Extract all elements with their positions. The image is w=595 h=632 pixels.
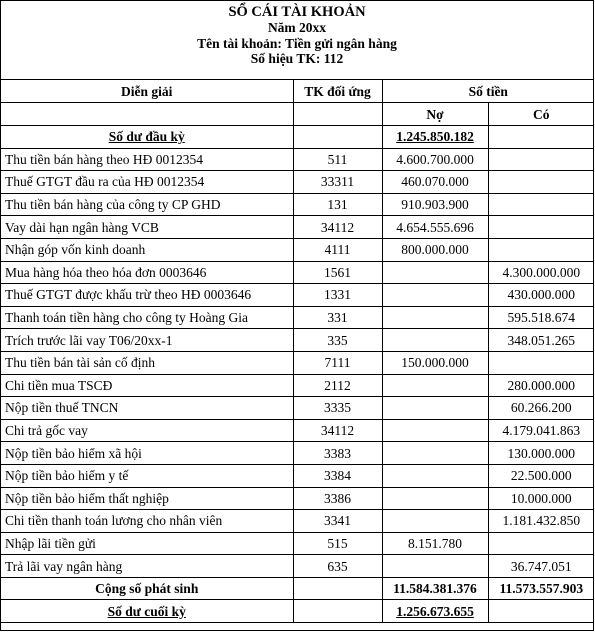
row-credit: [488, 532, 594, 555]
table-row: [1, 464, 594, 487]
subheader-empty-desc: [1, 103, 293, 126]
header-tk-doi-ung: TK đối ứng: [293, 80, 382, 103]
row-debit: [382, 306, 488, 329]
row-credit: [488, 193, 594, 216]
row-credit: [488, 216, 594, 239]
total-row: [1, 577, 594, 600]
row-credit: [488, 171, 594, 194]
row-debit: [382, 284, 488, 307]
total-acct: [293, 577, 382, 600]
row-description: Nộp tiền bảo hiểm y tế: [1, 464, 293, 487]
row-description: Chi tiền thanh toán lương cho nhân viên: [1, 510, 293, 533]
ledger-title: SỔ CÁI TÀI KHOẢN: [228, 4, 366, 20]
table-row: [1, 193, 594, 216]
row-description: Nộp tiền bảo hiểm thất nghiệp: [1, 487, 293, 510]
row-account: 33311: [293, 171, 382, 194]
row-account: 635: [293, 555, 382, 578]
row-debit: [382, 397, 488, 420]
row-description: Chi tiền mua TSCĐ: [1, 374, 293, 397]
row-credit: 430.000.000: [488, 284, 594, 307]
total-debit: 11.584.381.376: [382, 577, 488, 600]
table-row: [1, 306, 594, 329]
row-debit: [382, 261, 488, 284]
row-credit: 595.518.674: [488, 306, 594, 329]
subheader-empty-acct: [293, 103, 382, 126]
row-credit: 10.000.000: [488, 487, 594, 510]
row-account: 34112: [293, 216, 382, 239]
row-description: Thanh toán tiền hàng cho công ty Hoàng Gia: [1, 306, 293, 329]
row-credit: [488, 238, 594, 261]
table-row: [1, 419, 594, 442]
row-account: 335: [293, 329, 382, 352]
row-debit: [382, 442, 488, 465]
row-account: 3383: [293, 442, 382, 465]
row-credit: 22.500.000: [488, 464, 594, 487]
table-row: [1, 374, 594, 397]
closing-balance-co: [488, 600, 594, 623]
row-description: Trả lãi vay ngân hàng: [1, 555, 293, 578]
row-debit: 460.070.000: [382, 171, 488, 194]
row-description: Thuế GTGT được khấu trừ theo HĐ 0003646: [1, 284, 293, 307]
row-credit: 1.181.432.850: [488, 510, 594, 533]
row-debit: 4.654.555.696: [382, 216, 488, 239]
table-row: [1, 487, 594, 510]
table-row: [1, 555, 594, 578]
row-credit: 280.000.000: [488, 374, 594, 397]
closing-balance-no: 1.256.673.655: [382, 600, 488, 623]
closing-balance-row: [1, 600, 594, 623]
row-description: Thu tiền bán tài sản cố định: [1, 351, 293, 374]
row-credit: 36.747.051: [488, 555, 594, 578]
row-account: 3386: [293, 487, 382, 510]
row-description: Nhập lãi tiền gửi: [1, 532, 293, 555]
row-account: 511: [293, 148, 382, 171]
table-row: [1, 442, 594, 465]
row-description: Vay dài hạn ngân hàng VCB: [1, 216, 293, 239]
opening-balance-no: 1.245.850.182: [382, 126, 488, 149]
row-account: 4111: [293, 238, 382, 261]
row-debit: 910.903.900: [382, 193, 488, 216]
row-debit: 800.000.000: [382, 238, 488, 261]
row-debit: [382, 487, 488, 510]
row-credit: 348.051.265: [488, 329, 594, 352]
table-row: [1, 171, 594, 194]
row-account: 131: [293, 193, 382, 216]
account-name: Tên tài khoản: Tiền gửi ngân hàng: [197, 35, 397, 51]
opening-balance-row: [1, 126, 594, 149]
header-co: Có: [488, 103, 594, 126]
row-description: Mua hàng hóa theo hóa đơn 0003646: [1, 261, 293, 284]
closing-balance-label: Số dư cuối kỳ: [1, 600, 293, 623]
row-description: Thuế GTGT đầu ra của HĐ 0012354: [1, 171, 293, 194]
table-row: [1, 351, 594, 374]
table-row: [1, 329, 594, 352]
total-credit: 11.573.557.903: [488, 577, 594, 600]
row-account: 3341: [293, 510, 382, 533]
opening-balance-acct: [293, 126, 382, 149]
opening-balance-co: [488, 126, 594, 149]
table-row: [1, 397, 594, 420]
row-account: 34112: [293, 419, 382, 442]
row-credit: 60.266.200: [488, 397, 594, 420]
header-so-tien: Số tiền: [382, 80, 594, 103]
total-label: Cộng số phát sinh: [1, 577, 293, 600]
row-debit: [382, 555, 488, 578]
row-credit: 130.000.000: [488, 442, 594, 465]
header-row: [1, 80, 594, 103]
closing-balance-acct: [293, 600, 382, 623]
header-no: Nợ: [382, 103, 488, 126]
ledger-title-block: [1, 1, 593, 80]
row-debit: [382, 329, 488, 352]
row-account: 7111: [293, 351, 382, 374]
row-debit: 8.151.780: [382, 532, 488, 555]
row-debit: [382, 510, 488, 533]
subheader-row: [1, 103, 594, 126]
table-row: [1, 148, 594, 171]
table-row: [1, 238, 594, 261]
row-credit: [488, 148, 594, 171]
row-account: 515: [293, 532, 382, 555]
row-credit: 4.300.000.000: [488, 261, 594, 284]
row-account: 331: [293, 306, 382, 329]
account-number: Số hiệu TK: 112: [250, 51, 344, 66]
ledger-year: Năm 20xx: [267, 20, 327, 35]
row-debit: 150.000.000: [382, 351, 488, 374]
row-account: 1561: [293, 261, 382, 284]
header-dien-giai: Diễn giải: [1, 80, 293, 103]
row-description: Nhận góp vốn kinh doanh: [1, 238, 293, 261]
row-debit: [382, 374, 488, 397]
ledger-table: [1, 80, 594, 623]
row-account: 3384: [293, 464, 382, 487]
row-description: Thu tiền bán hàng theo HĐ 0012354: [1, 148, 293, 171]
table-row: [1, 284, 594, 307]
row-description: Thu tiền bán hàng của công ty CP GHD: [1, 193, 293, 216]
row-debit: [382, 419, 488, 442]
row-account: 3335: [293, 397, 382, 420]
table-row: [1, 510, 594, 533]
table-row: [1, 532, 594, 555]
row-description: Chi trả gốc vay: [1, 419, 293, 442]
opening-balance-label: Số dư đầu kỳ: [1, 126, 293, 149]
table-row: [1, 216, 594, 239]
row-description: Nộp tiền bảo hiểm xã hội: [1, 442, 293, 465]
row-debit: 4.600.700.000: [382, 148, 488, 171]
row-description: Trích trước lãi vay T06/20xx-1: [1, 329, 293, 352]
row-description: Nộp tiền thuế TNCN: [1, 397, 293, 420]
row-account: 2112: [293, 374, 382, 397]
row-credit: [488, 351, 594, 374]
row-debit: [382, 464, 488, 487]
table-row: [1, 261, 594, 284]
row-credit: 4.179.041.863: [488, 419, 594, 442]
row-account: 1331: [293, 284, 382, 307]
